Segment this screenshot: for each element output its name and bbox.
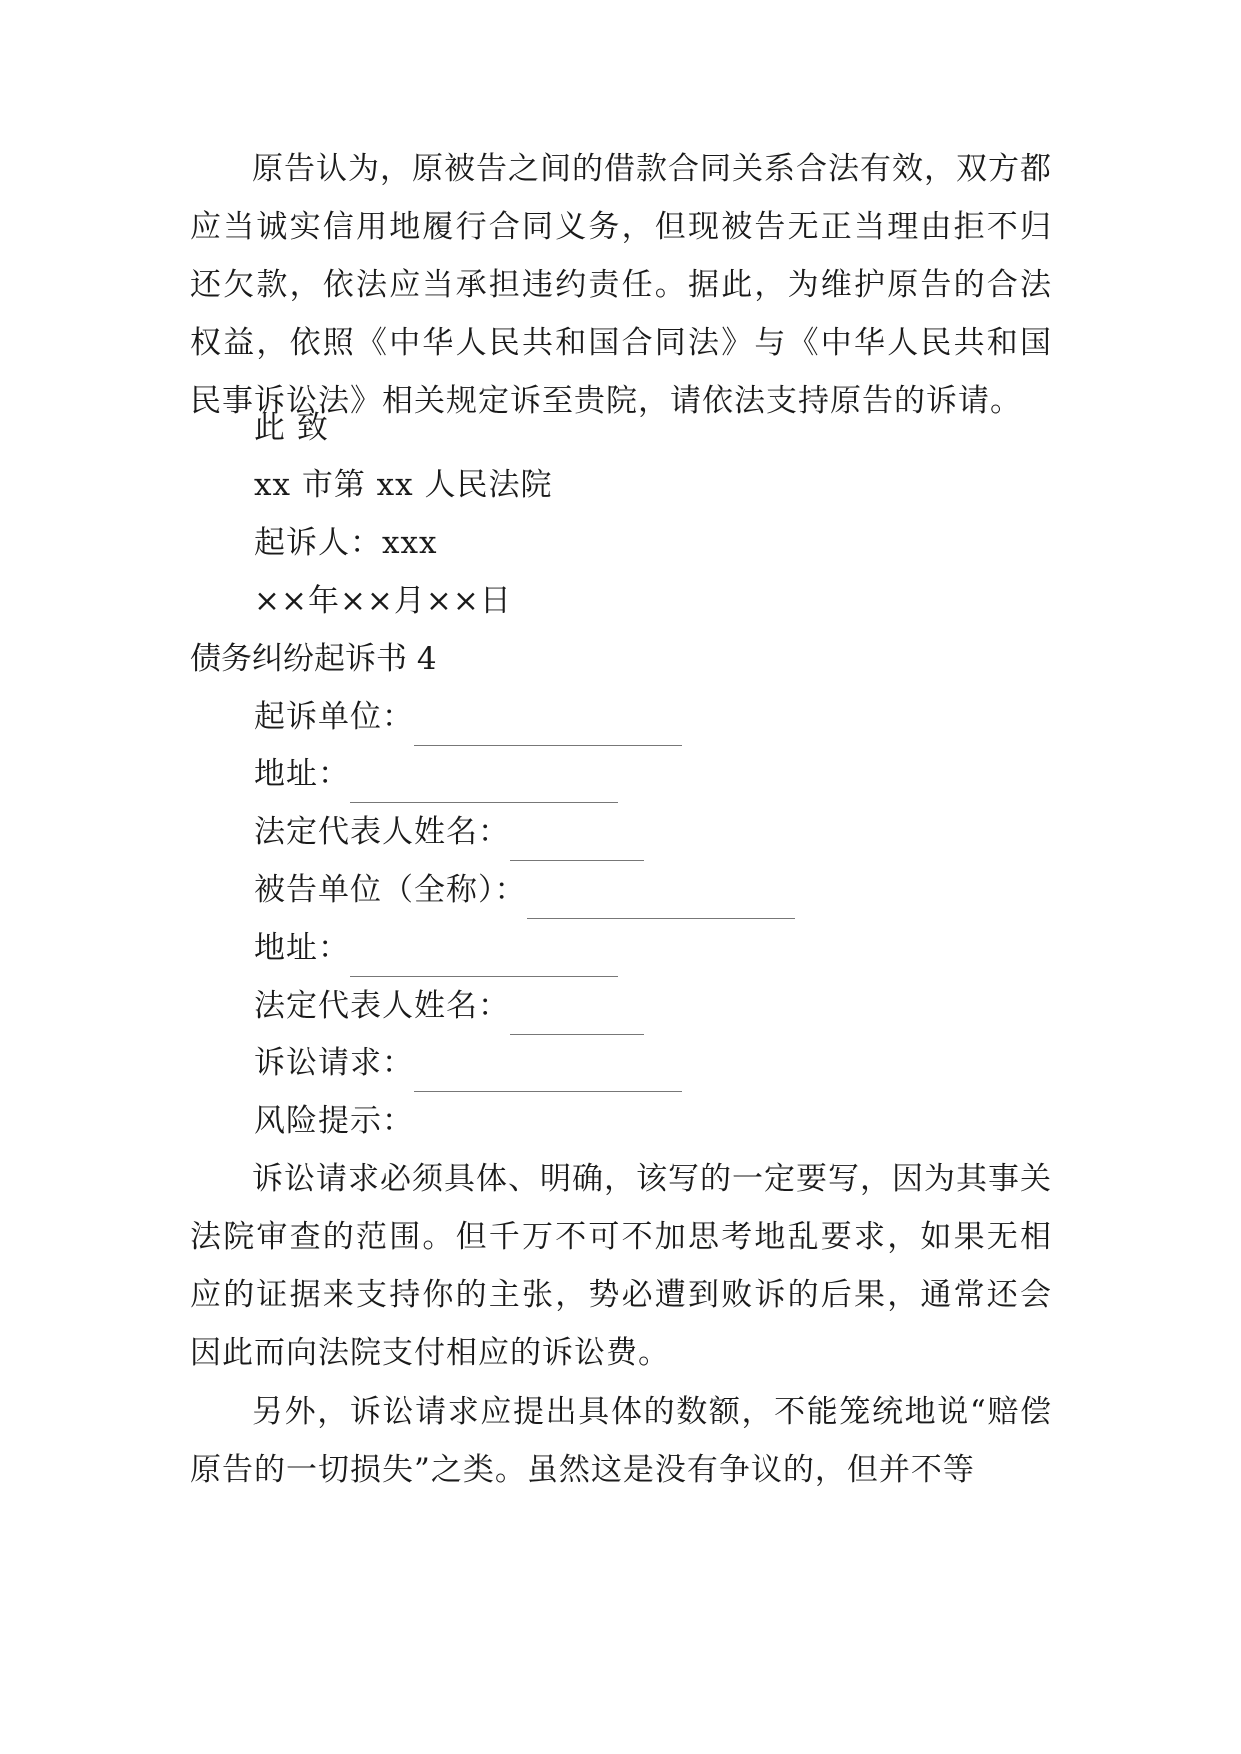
fill-blank [527, 880, 795, 919]
fill-blank [414, 1053, 682, 1092]
field-label: 诉讼请求： [254, 1045, 414, 1081]
plaintiff-signature: 起诉人：xxx [254, 525, 438, 561]
risk-heading: 风险提示： [254, 1103, 414, 1139]
field-label: 被告单位（全称）： [254, 872, 527, 908]
field-label: 法定代表人姓名： [254, 814, 510, 850]
paragraph-risk-2 [190, 1383, 1052, 1499]
field-litigation-request [254, 1034, 682, 1092]
fill-blank [350, 938, 618, 977]
section-title: 债务纠纷起诉书 4 [190, 641, 437, 677]
field-plaintiff-unit [254, 688, 682, 746]
paragraph-text: 原告认为，原被告之间的借款合同关系合法有效，双方都应当诚实信用地履行合同义务，但现被告无正当理由拒不归还欠款，依法应当承担违约责任。据此，为维护原告的合法权益，依照《中华人民共和国合同法》与《中华人民共和国民事诉讼法》相关规定诉至贵院，请依法支持原告的诉请。 [190, 151, 1052, 419]
field-legal-rep [254, 803, 644, 861]
court-name: xx 市第 xx 人民法院 [254, 467, 553, 503]
fill-blank [510, 822, 644, 861]
date-line: ××年××月××日 [254, 583, 512, 619]
paragraph-risk-1 [190, 1150, 1052, 1382]
field-label: 地址： [254, 756, 350, 792]
fill-blank [350, 764, 618, 803]
fill-blank [510, 996, 644, 1035]
paragraph-text: 另外，诉讼请求应提出具体的数额，不能笼统地说“赔偿原告的一切损失”之类。虽然这是没有争议的，但并不等 [190, 1394, 1052, 1488]
field-label: 法定代表人姓名： [254, 988, 510, 1024]
fill-blank [414, 707, 682, 746]
salutation: 此 致 [254, 410, 329, 446]
field-label: 起诉单位： [254, 699, 414, 735]
paragraph-text: 诉讼请求必须具体、明确，该写的一定要写，因为其事关法院审查的范围。但千万不可不加思考地乱要求，如果无相应的证据来支持你的主张，势必遭到败诉的后果，通常还会因此而向法院支付相应的诉讼费。 [190, 1161, 1052, 1371]
paragraph-claim-basis [190, 140, 1052, 430]
field-defendant-unit [254, 861, 795, 919]
field-defendant-legal-rep [254, 977, 644, 1035]
field-defendant-address [254, 919, 618, 977]
field-address [254, 745, 618, 803]
field-label: 地址： [254, 930, 350, 966]
